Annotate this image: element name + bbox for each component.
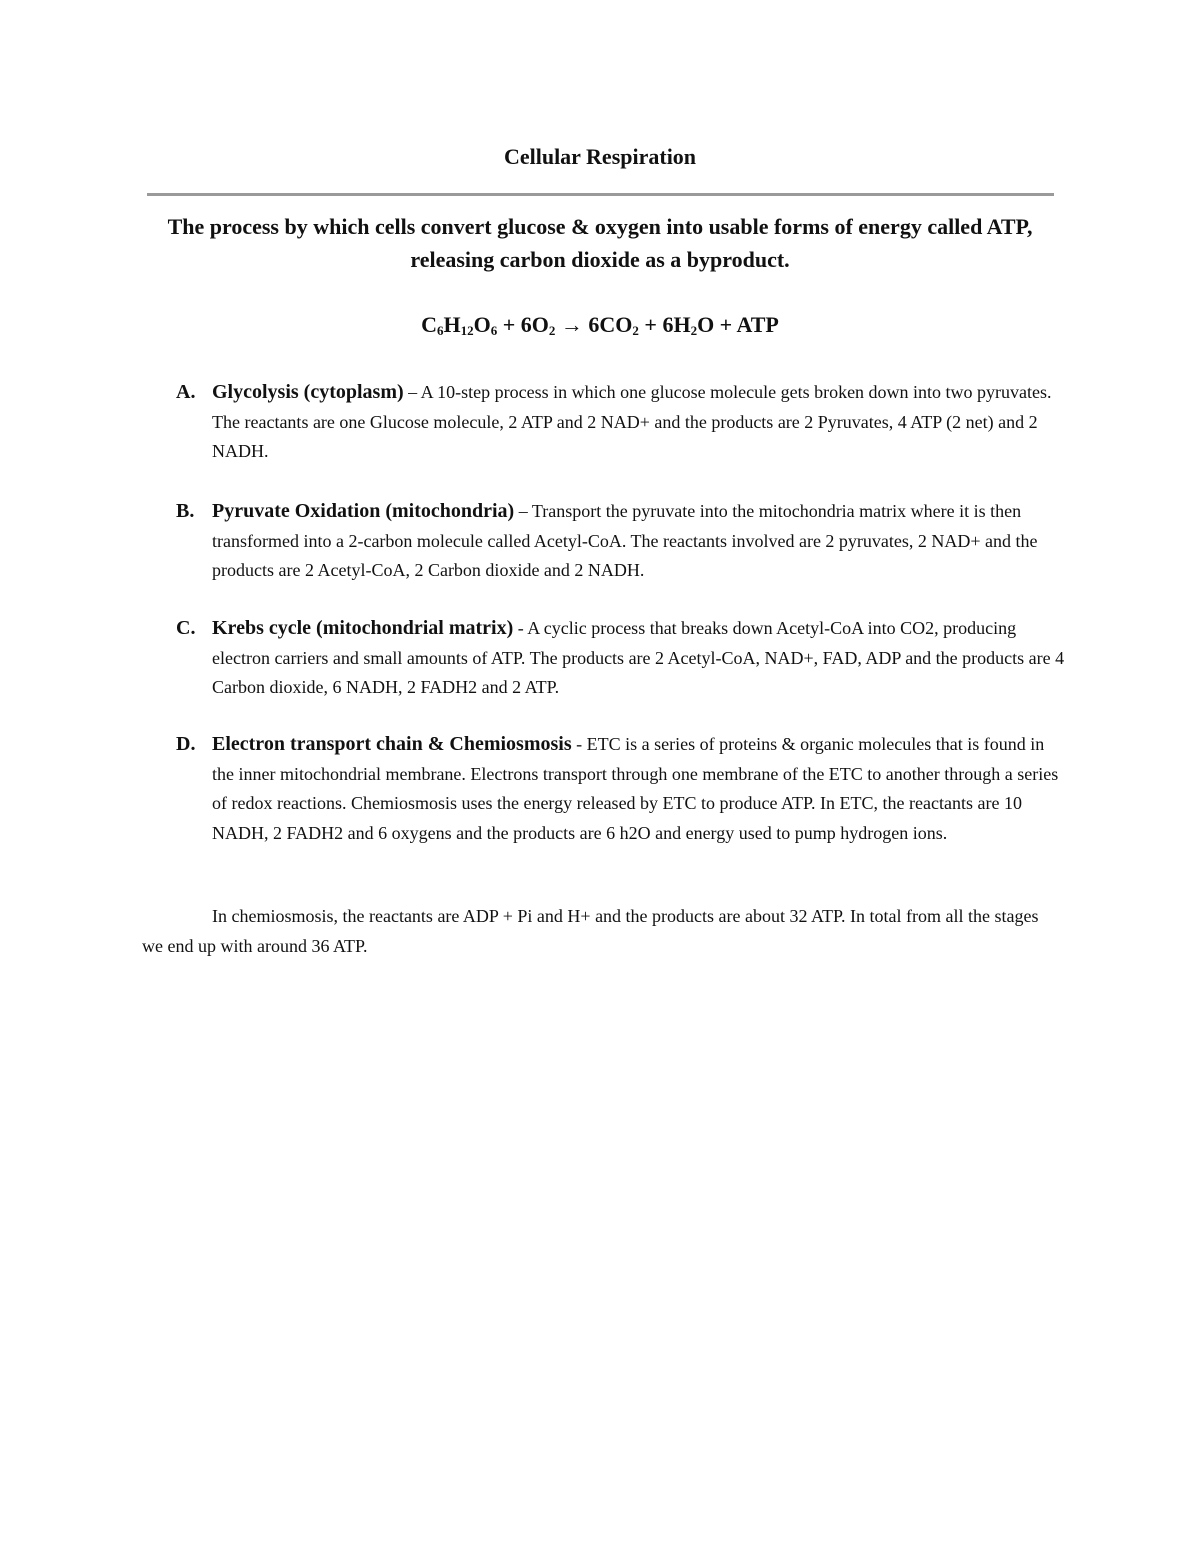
stage-description: - ETC is a series of proteins & organic molecules that is found in the inner mitochondrial membrane. Electrons transport through one membrane of the ETC to another through a series of redox reactions. Chemiosmosis uses the energy released by ETC to produce ATP. In ETC, the reactants are 10 NADH, 2 FADH2 and 6 oxygens and the products are 6 h2O and energy used to pump hydrogen ions. xyxy=(212,734,1059,843)
equation-part: H xyxy=(443,312,461,337)
equation-subscript: 6 xyxy=(437,323,444,338)
stage-body xyxy=(212,497,1066,586)
equation-part: + 6O xyxy=(497,312,549,337)
document-title: Cellular Respiration xyxy=(503,144,697,169)
stage-term: Krebs cycle (mitochondrial matrix) xyxy=(212,617,514,639)
stage-body xyxy=(212,730,1066,848)
equation-part: C xyxy=(421,312,437,337)
stage-description: – A 10-step process in which one glucose molecule gets broken down into two pyruvates. The reactants are one Glucose molecule, 2 ATP and 2 NAD+ and the products are 2 Pyruvates, 4 ATP (2 net) and 2 NADH. xyxy=(212,382,1052,461)
equation-subscript: 6 xyxy=(490,323,498,338)
list-marker: C. xyxy=(176,617,196,639)
list-marker: B. xyxy=(176,500,195,522)
equation-subscript: 2 xyxy=(690,323,698,338)
list-marker: D. xyxy=(176,733,196,755)
stage-term: Glycolysis (cytoplasm) xyxy=(212,381,404,403)
equation-part: → 6CO xyxy=(555,312,633,337)
equation-subscript: 2 xyxy=(548,323,556,338)
closing-paragraph: In chemiosmosis, the reactants are ADP + Pi and H+ and the products are about 32 ATP. In total from all the stages we end up with around 36 ATP. xyxy=(142,906,1039,956)
stage-term: Pyruvate Oxidation (mitochondria) xyxy=(212,500,515,522)
equation-subscript: 2 xyxy=(632,323,639,338)
stage-description: – Transport the pyruvate into the mitochondria matrix where it is then transformed into a 2-carbon molecule called Acetyl-CoA. The reactants involved are 2 pyruvates, 2 NAD+ and the products are 2 Acetyl-CoA, 2 Carbon dioxide and 2 NADH. xyxy=(212,501,1038,580)
equation-part: O xyxy=(473,312,491,337)
equation-part: O + ATP xyxy=(697,312,779,337)
stage-term: Electron transport chain & Chemiosmosis xyxy=(212,733,572,755)
stage-item-glycolysis xyxy=(176,378,1066,467)
list-marker: A. xyxy=(176,381,196,403)
stage-item-krebs-cycle xyxy=(176,614,1066,703)
stage-item-electron-transport-chain xyxy=(176,730,1066,848)
stage-body xyxy=(212,614,1066,703)
stage-description: - A cyclic process that breaks down Acetyl-CoA into CO2, producing electron carriers and small amounts of ATP. The products are 2 Acetyl-CoA, NAD+, FAD, ADP and the products are 4 Carbon dioxide, 6 NADH, 2 FADH2 and 2 ATP. xyxy=(212,618,1065,697)
equation-subscript: 12 xyxy=(460,323,474,338)
stage-body xyxy=(212,378,1066,467)
stage-item-pyruvate-oxidation xyxy=(176,497,1066,586)
title-divider xyxy=(147,193,1054,196)
respiration-equation xyxy=(0,310,1200,340)
equation-part: + 6H xyxy=(638,312,691,337)
definition-text: The process by which cells convert glucose & oxygen into usable forms of energy called ATP, releasing carbon dioxide as a byproduct. xyxy=(167,214,1033,272)
